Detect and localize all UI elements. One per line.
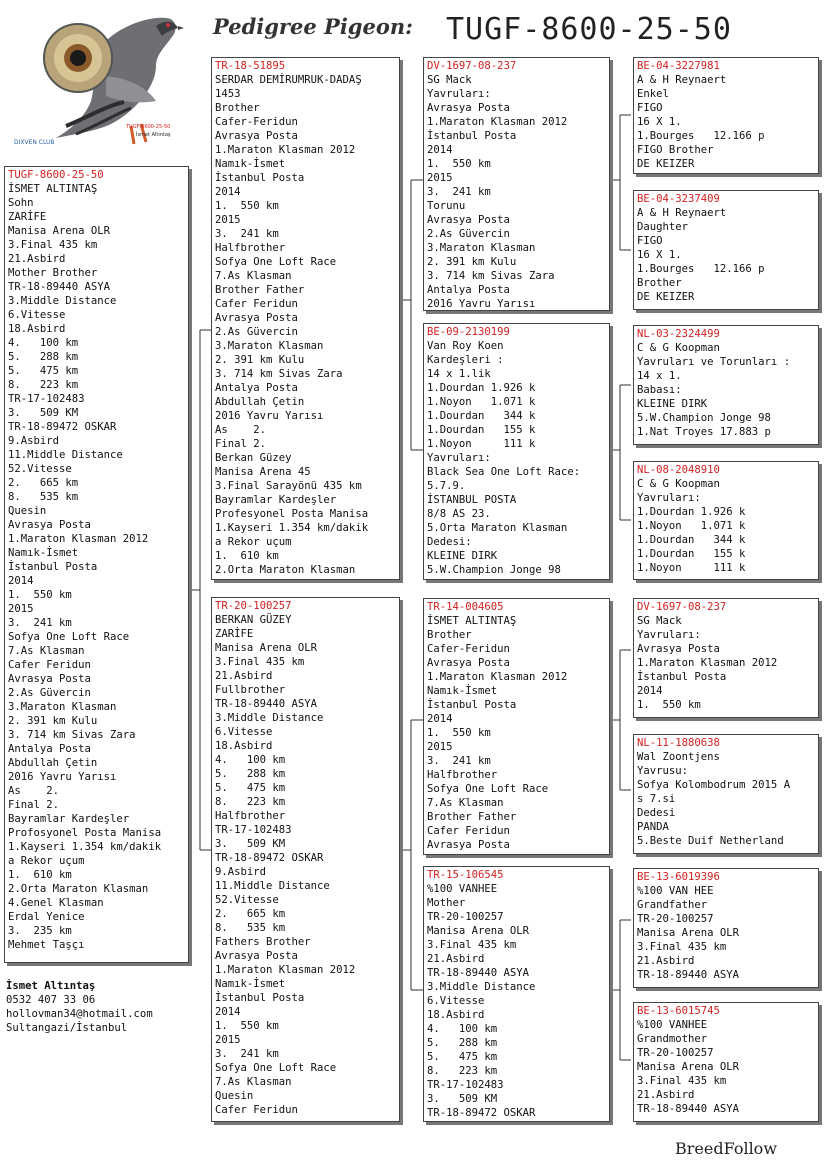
card-line: FIGO Brother xyxy=(637,144,714,156)
card-mother xyxy=(211,597,400,1122)
card-line: İstanbul Posta xyxy=(215,172,305,184)
card-line: 3.Middle Distance xyxy=(8,295,117,307)
card-father xyxy=(211,57,400,580)
card-line: 5.W.Champion Jonge 98 xyxy=(637,412,771,424)
pigeon-logo xyxy=(6,6,206,156)
card-line: As 2. xyxy=(8,785,60,797)
card-line: 2.As Güvercin xyxy=(427,228,510,240)
card-line: Quesin xyxy=(215,1090,254,1102)
card-line: Kardeşleri : xyxy=(427,354,504,366)
card-father-father xyxy=(423,57,610,311)
card-line: Yavruları: xyxy=(427,88,491,100)
card-line: Avrasya Posta xyxy=(637,643,720,655)
card-line: Sofya One Loft Race xyxy=(8,631,130,643)
card-line: 1. 550 km xyxy=(215,200,279,212)
card-line: Yavrusu: xyxy=(637,765,689,777)
card-fmm xyxy=(633,461,819,580)
card-line: 1.Bourges 12.166 p xyxy=(637,130,765,142)
card-line: 3. 241 km xyxy=(8,617,72,629)
card-line: 1.Dourdan 344 k xyxy=(427,410,536,422)
ring-code: BE-04-3237409 xyxy=(637,193,720,205)
card-line: Brother xyxy=(427,629,472,641)
card-line: Cafer Feridun xyxy=(215,298,298,310)
card-line: 8/8 AS 23. xyxy=(427,508,491,520)
card-line: 2014 xyxy=(215,186,241,198)
card-line: 16 X 1. xyxy=(637,116,682,128)
card-line: TR-18-89440 ASYA xyxy=(8,281,111,293)
card-line: TR-18-89472 OSKAR xyxy=(427,1107,536,1119)
card-line: 1. 550 km xyxy=(637,699,701,711)
card-line: Erdal Yenice xyxy=(8,911,85,923)
card-line: 1.Noyon 1.071 k xyxy=(427,396,536,408)
card-line: 5. 288 km xyxy=(215,768,286,780)
ring-code: TR-18-51895 xyxy=(215,60,286,72)
card-line: TR-17-102483 xyxy=(427,1079,504,1091)
card-line: Cafer Feridun xyxy=(8,659,91,671)
card-line: Antalya Posta xyxy=(215,382,298,394)
card-line: Dedesi: xyxy=(427,536,472,548)
card-line: Avrasya Posta xyxy=(427,102,510,114)
card-line: s 7.si xyxy=(637,793,676,805)
card-line: 1.Maraton Klasman 2012 xyxy=(637,657,778,669)
card-line: Manisa Arena 45 xyxy=(215,466,311,478)
card-line: 3.Final 435 km xyxy=(8,239,98,251)
card-line: Profesyonel Posta Manisa xyxy=(215,508,369,520)
card-line: 8. 535 km xyxy=(8,491,79,503)
card-line: 5.7.9. xyxy=(427,480,466,492)
card-line: TR-20-100257 xyxy=(427,911,504,923)
card-line: Yavruları: xyxy=(637,492,701,504)
ring-code: NL-11-1880638 xyxy=(637,737,720,749)
card-line: Abdullah Çetin xyxy=(215,396,305,408)
card-line: DE KEIZER xyxy=(637,291,695,303)
card-line: 21.Asbird xyxy=(215,670,273,682)
card-line: Enkel xyxy=(637,88,669,100)
card-line: 1. 550 km xyxy=(215,1020,279,1032)
card-fff xyxy=(633,57,819,174)
card-line: 8. 535 km xyxy=(215,922,286,934)
card-line: 3. 241 km xyxy=(215,228,279,240)
card-line: 9.Asbird xyxy=(8,435,60,447)
card-line: SG Mack xyxy=(427,74,472,86)
card-line: A & H Reynaert xyxy=(637,207,727,219)
card-line: Wal Zoontjens xyxy=(637,751,720,763)
card-line: Manisa Arena OLR xyxy=(427,925,530,937)
ring-code: NL-03-2324499 xyxy=(637,328,720,340)
card-line: 1.Bourges 12.166 p xyxy=(637,263,765,275)
card-line: 5. 475 km xyxy=(8,365,79,377)
card-line: Daughter xyxy=(637,221,689,233)
card-line: İSMET ALTINTAŞ xyxy=(8,183,98,195)
card-line: As 2. xyxy=(215,424,267,436)
card-line: Manisa Arena OLR xyxy=(637,1061,740,1073)
card-line: DE KEIZER xyxy=(637,158,695,170)
card-line: 1. 550 km xyxy=(427,158,491,170)
card-line: 1. 550 km xyxy=(8,589,72,601)
card-mmm xyxy=(633,1002,819,1122)
card-line: Cafer Feridun xyxy=(215,1104,298,1116)
card-line: BERKAN GÜZEY xyxy=(215,614,292,626)
card-line: FIGO xyxy=(637,102,663,114)
card-line: 1. 610 km xyxy=(8,869,72,881)
card-line: 3. 235 km xyxy=(8,925,72,937)
card-line: 5. 475 km xyxy=(427,1051,498,1063)
card-line: 3. 714 km Sivas Zara xyxy=(8,729,136,741)
card-line: 1.Dourdan 1.926 k xyxy=(637,506,746,518)
card-father-mother xyxy=(423,323,610,580)
ring-code: TR-15-106545 xyxy=(427,869,504,881)
card-ffm xyxy=(633,190,819,310)
card-line: 3. 509 KM xyxy=(215,838,286,850)
card-line: 4. 100 km xyxy=(215,754,286,766)
card-line: Cafer Feridun xyxy=(427,825,510,837)
card-line: Namık-İsmet xyxy=(427,685,498,697)
card-line: İSMET ALTINTAŞ xyxy=(427,615,517,627)
card-line: Brother Father xyxy=(215,284,305,296)
ring-code: BE-04-3227981 xyxy=(637,60,720,72)
card-line: 4. 100 km xyxy=(8,337,79,349)
card-line: 52.Vitesse xyxy=(215,894,279,906)
card-line: 3.Middle Distance xyxy=(427,981,536,993)
card-line: TR-18-89440 ASYA xyxy=(215,698,318,710)
page-title: Pedigree Pigeon: xyxy=(213,14,413,39)
card-line: 5. 288 km xyxy=(427,1037,498,1049)
card-line: %100 VANHEE xyxy=(637,1019,708,1031)
card-line: Abdullah Çetin xyxy=(8,757,98,769)
card-line: 2015 xyxy=(8,603,34,615)
card-line: 5.W.Champion Jonge 98 xyxy=(427,564,561,576)
card-line: Mother Brother xyxy=(8,267,98,279)
card-line: 2.As Güvercin xyxy=(215,326,298,338)
card-line: A & H Reynaert xyxy=(637,74,727,86)
card-line: 2015 xyxy=(427,741,453,753)
card-line: 3.Final 435 km xyxy=(215,656,305,668)
card-line: Sofya Kolombodrum 2015 A xyxy=(637,779,791,791)
card-fmf xyxy=(633,325,819,445)
card-line: Bayramlar Kardeşler xyxy=(8,813,130,825)
owner-phone: 0532 407 33 06 xyxy=(6,994,96,1006)
owner-location: Sultangazi/İstanbul xyxy=(6,1022,128,1034)
card-line: TR-20-100257 xyxy=(637,913,714,925)
card-line: 3. 509 KM xyxy=(8,407,79,419)
card-line: 2014 xyxy=(637,685,663,697)
card-line: Yavruları: xyxy=(427,452,491,464)
brand-footer: BreedFollow xyxy=(675,1139,778,1158)
card-line: Dedesi xyxy=(637,807,676,819)
card-line: Berkan Güzey xyxy=(215,452,292,464)
card-line: Namık-İsmet xyxy=(215,978,286,990)
ring-code: DV-1697-08-237 xyxy=(427,60,517,72)
card-line: Black Sea One Loft Race: xyxy=(427,466,581,478)
card-line: TR-20-100257 xyxy=(637,1047,714,1059)
ring-code: BE-09-2130199 xyxy=(427,326,510,338)
ring-code: TR-20-100257 xyxy=(215,600,292,612)
card-line: Avrasya Posta xyxy=(427,839,510,851)
card-line: 3.Final 435 km xyxy=(637,941,727,953)
card-line: TR-18-89440 ASYA xyxy=(637,969,740,981)
card-line: 8. 223 km xyxy=(215,796,286,808)
card-line: Fullbrother xyxy=(215,684,286,696)
card-line: 3.Final 435 km xyxy=(427,939,517,951)
card-line: 6.Vitesse xyxy=(8,309,66,321)
card-line: 9.Asbird xyxy=(215,866,267,878)
card-line: İstanbul Posta xyxy=(427,699,517,711)
card-line: 1.Noyon 1.071 k xyxy=(637,520,746,532)
card-line: TR-17-102483 xyxy=(8,393,85,405)
card-line: Halfbrother xyxy=(215,242,286,254)
card-mmf xyxy=(633,868,819,988)
card-line: 18.Asbird xyxy=(8,323,66,335)
logo-owner: İsmet Altıntaş xyxy=(136,132,171,138)
card-line: 5.Beste Duif Netherland xyxy=(637,835,784,847)
card-line: 3.Maraton Klasman xyxy=(215,340,324,352)
card-line: Grandmother xyxy=(637,1033,708,1045)
card-line: TR-18-89472 OSKAR xyxy=(8,421,117,433)
card-line: 7.As Klasman xyxy=(215,1076,292,1088)
ring-code: NL-08-2048910 xyxy=(637,464,720,476)
card-line: İSTANBUL POSTA xyxy=(427,494,517,506)
card-line: 1.Kayseri 1.354 km/dakik xyxy=(8,841,162,853)
card-line: 11.Middle Distance xyxy=(8,449,123,461)
ring-code: TUGF-8600-25-50 xyxy=(8,169,104,181)
card-line: 2.Orta Maraton Klasman xyxy=(215,564,356,576)
ring-code: BE-13-6019396 xyxy=(637,871,720,883)
card-line: İstanbul Posta xyxy=(215,992,305,1004)
card-mfm xyxy=(633,734,819,854)
card-line: 21.Asbird xyxy=(637,1089,695,1101)
card-line: %100 VAN HEE xyxy=(637,885,714,897)
card-line: 3.Maraton Klasman xyxy=(427,242,536,254)
card-line: İstanbul Posta xyxy=(637,671,727,683)
card-line: 14 x 1. xyxy=(637,370,682,382)
card-line: 3. 241 km xyxy=(215,1048,279,1060)
card-line: Quesin xyxy=(8,505,47,517)
card-line: 8. 223 km xyxy=(427,1065,498,1077)
card-line: 5. 288 km xyxy=(8,351,79,363)
card-line: Namık-İsmet xyxy=(8,547,79,559)
card-line: 2. 665 km xyxy=(8,477,79,489)
card-line: 14 x 1.lik xyxy=(427,368,491,380)
card-line: Brother xyxy=(637,277,682,289)
card-line: Babası: xyxy=(637,384,682,396)
card-line: Avrasya Posta xyxy=(427,214,510,226)
card-line: Final 2. xyxy=(8,799,60,811)
card-line: 1.Maraton Klasman 2012 xyxy=(215,964,356,976)
logo-ring: TUGF-8600-25-50 xyxy=(126,124,171,130)
card-line: Avrasya Posta xyxy=(8,519,91,531)
card-line: 6.Vitesse xyxy=(215,726,273,738)
card-line: Antalya Posta xyxy=(8,743,91,755)
card-line: 1.Kayseri 1.354 km/dakik xyxy=(215,522,369,534)
card-main xyxy=(4,166,189,963)
card-line: 7.As Klasman xyxy=(8,645,85,657)
card-line: 2015 xyxy=(427,172,453,184)
card-line: 2. 391 km Kulu xyxy=(427,256,517,268)
card-line: Fathers Brother xyxy=(215,936,311,948)
card-line: Avrasya Posta xyxy=(215,950,298,962)
card-line: TR-18-89440 ASYA xyxy=(427,967,530,979)
card-line: İstanbul Posta xyxy=(427,130,517,142)
card-line: Manisa Arena OLR xyxy=(637,927,740,939)
card-line: 6.Vitesse xyxy=(427,995,485,1007)
card-line: Bayramlar Kardeşler xyxy=(215,494,337,506)
card-line: Grandfather xyxy=(637,899,708,911)
card-line: 1.Maraton Klasman 2012 xyxy=(427,671,568,683)
card-mother-mother xyxy=(423,866,610,1122)
card-line: Cafer-Feridun xyxy=(215,116,298,128)
card-line: 2015 xyxy=(215,214,241,226)
card-line: Brother xyxy=(215,102,260,114)
card-line: TR-18-89440 ASYA xyxy=(637,1103,740,1115)
card-line: 16 X 1. xyxy=(637,249,682,261)
card-line: ZARİFE xyxy=(8,211,47,223)
card-line: 1. 610 km xyxy=(215,550,279,562)
card-line: 3. 241 km xyxy=(427,755,491,767)
card-line: KLEINE DIRK xyxy=(637,398,708,410)
card-line: Final 2. xyxy=(215,438,267,450)
card-line: 1.Dourdan 344 k xyxy=(637,534,746,546)
card-line: Cafer-Feridun xyxy=(427,643,510,655)
card-line: SG Mack xyxy=(637,615,682,627)
card-line: Manisa Arena OLR xyxy=(8,225,111,237)
card-line: FIGO xyxy=(637,235,663,247)
card-line: 2. 665 km xyxy=(215,908,286,920)
card-line: 2016 Yavru Yarısı xyxy=(427,298,536,310)
ring-code: TR-14-004605 xyxy=(427,601,504,613)
card-line: 1453 xyxy=(215,88,241,100)
card-line: 11.Middle Distance xyxy=(215,880,330,892)
card-line: 1.Dourdan 155 k xyxy=(427,424,536,436)
card-line: 1.Noyon 111 k xyxy=(427,438,536,450)
card-line: C & G Koopman xyxy=(637,478,720,490)
card-line: 1.Maraton Klasman 2012 xyxy=(8,533,149,545)
card-line: 3. 241 km xyxy=(427,186,491,198)
card-line: SERDAR DEMİRUMRUK-DADAŞ xyxy=(215,74,362,86)
owner-name: İsmet Altıntaş xyxy=(6,980,96,992)
card-mff xyxy=(633,598,819,718)
card-line: 2.As Güvercin xyxy=(8,687,91,699)
card-line: Brother Father xyxy=(427,811,517,823)
card-line: 18.Asbird xyxy=(427,1009,485,1021)
card-line: 2015 xyxy=(215,1034,241,1046)
card-line: a Rekor uçum xyxy=(8,855,85,867)
card-line: Mehmet Taşçı xyxy=(8,939,85,951)
card-line: PANDA xyxy=(637,821,669,833)
card-line: 5. 475 km xyxy=(215,782,286,794)
card-line: C & G Koopman xyxy=(637,342,720,354)
card-line: Namık-İsmet xyxy=(215,158,286,170)
card-line: 21.Asbird xyxy=(8,253,66,265)
card-line: 2014 xyxy=(427,713,453,725)
card-line: 1. 550 km xyxy=(427,727,491,739)
card-line: 2014 xyxy=(427,144,453,156)
card-line: %100 VANHEE xyxy=(427,883,498,895)
card-line: Avrasya Posta xyxy=(8,673,91,685)
card-line: Yavruları: xyxy=(637,629,701,641)
card-line: 3. 714 km Sivas Zara xyxy=(427,270,555,282)
card-line: 18.Asbird xyxy=(215,740,273,752)
card-line: Avrasya Posta xyxy=(427,657,510,669)
card-line: 2. 391 km Kulu xyxy=(8,715,98,727)
card-line: Van Roy Koen xyxy=(427,340,504,352)
card-line: Profosyonel Posta Manisa xyxy=(8,827,162,839)
owner-email: hollovman34@hotmail.com xyxy=(6,1008,153,1020)
card-line: TR-17-102483 xyxy=(215,824,292,836)
ring-number: TUGF-8600-25-50 xyxy=(446,12,732,47)
card-line: Sofya One Loft Race xyxy=(215,256,337,268)
card-line: 2016 Yavru Yarısı xyxy=(215,410,324,422)
card-line: 4. 100 km xyxy=(427,1023,498,1035)
card-line: Halfbrother xyxy=(427,769,498,781)
card-line: 2014 xyxy=(215,1006,241,1018)
card-line: 2. 391 km Kulu xyxy=(215,354,305,366)
card-line: Mother xyxy=(427,897,466,909)
card-line: 1.Maraton Klasman 2012 xyxy=(427,116,568,128)
card-line: 2014 xyxy=(8,575,34,587)
card-line: Antalya Posta xyxy=(427,284,510,296)
card-line: 7.As Klasman xyxy=(215,270,292,282)
card-line: 3.Final 435 km xyxy=(637,1075,727,1087)
card-line: 21.Asbird xyxy=(637,955,695,967)
card-line: Halfbrother xyxy=(215,810,286,822)
card-line: KLEINE DIRK xyxy=(427,550,498,562)
card-line: 3. 509 KM xyxy=(427,1093,498,1105)
card-line: 1.Noyon 111 k xyxy=(637,562,746,574)
card-line: 4.Genel Klasman xyxy=(8,897,104,909)
card-line: 7.As Klasman xyxy=(427,797,504,809)
card-line: a Rekor uçum xyxy=(215,536,292,548)
card-line: Yavruları ve Torunları : xyxy=(637,356,791,368)
ring-code: BE-13-6015745 xyxy=(637,1005,720,1017)
card-line: 2.Orta Maraton Klasman xyxy=(8,883,149,895)
card-line: 3. 714 km Sivas Zara xyxy=(215,368,343,380)
card-line: Sofya One Loft Race xyxy=(215,1062,337,1074)
ring-code: DV-1697-08-237 xyxy=(637,601,727,613)
card-line: 1.Nat Troyes 17.883 p xyxy=(637,426,771,438)
card-mother-father xyxy=(423,598,610,855)
card-line: ZARİFE xyxy=(215,628,254,640)
card-line: 21.Asbird xyxy=(427,953,485,965)
card-line: 1.Dourdan 1.926 k xyxy=(427,382,536,394)
card-line: 1.Maraton Klasman 2012 xyxy=(215,144,356,156)
card-line: Sohn xyxy=(8,197,34,209)
card-line: 1.Dourdan 155 k xyxy=(637,548,746,560)
card-line: 3.Maraton Klasman xyxy=(8,701,117,713)
card-line: TR-18-89472 OSKAR xyxy=(215,852,324,864)
card-line: 2016 Yavru Yarısı xyxy=(8,771,117,783)
card-line: 8. 223 km xyxy=(8,379,79,391)
card-line: Torunu xyxy=(427,200,466,212)
card-line: 52.Vitesse xyxy=(8,463,72,475)
card-line: 5.Orta Maraton Klasman xyxy=(427,522,568,534)
card-line: Avrasya Posta xyxy=(215,130,298,142)
card-line: İstanbul Posta xyxy=(8,561,98,573)
club-name: DIXVEN CLUB xyxy=(14,139,55,146)
card-line: 3.Middle Distance xyxy=(215,712,324,724)
card-line: Manisa Arena OLR xyxy=(215,642,318,654)
card-line: Avrasya Posta xyxy=(215,312,298,324)
card-line: 3.Final Sarayönü 435 km xyxy=(215,480,362,492)
owner-info xyxy=(6,979,153,1035)
card-line: Sofya One Loft Race xyxy=(427,783,549,795)
